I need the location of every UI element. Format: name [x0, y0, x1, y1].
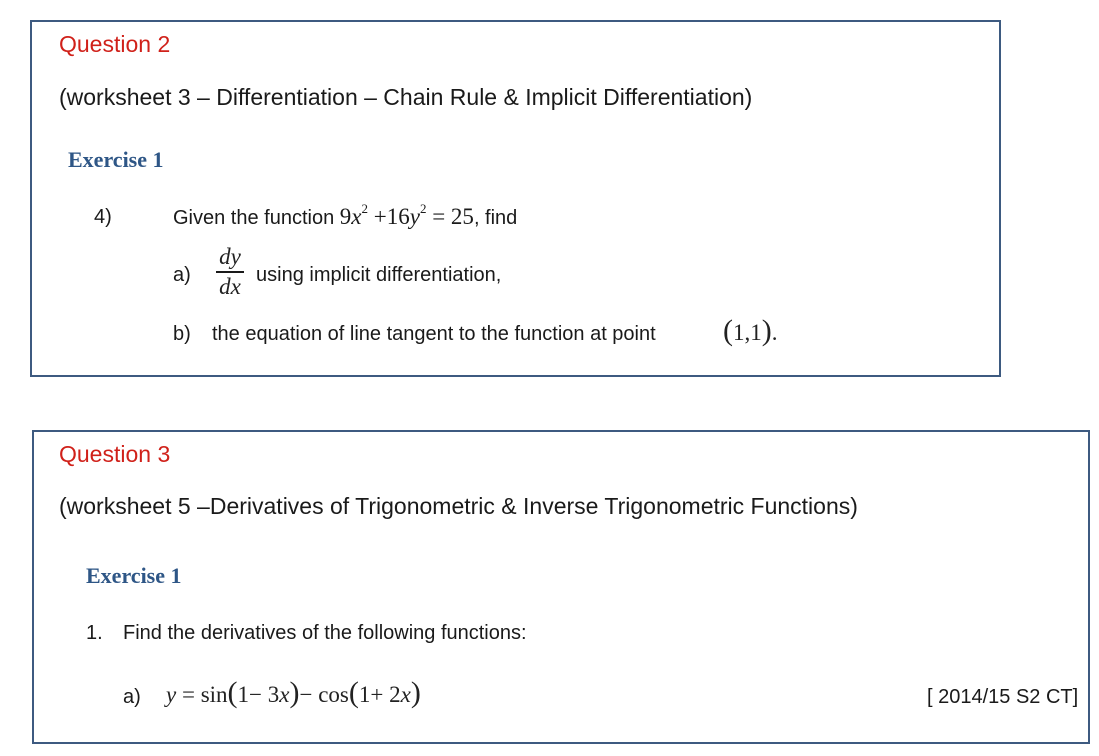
question-3-item-number: 1.	[86, 622, 103, 644]
question-3-instruction: Find the derivatives of the following functions:	[123, 622, 527, 644]
question-3-subtitle: (worksheet 5 –Derivatives of Trigonometric & Inverse Trigonometric Functions)	[59, 493, 858, 519]
fraction-numerator: dy	[219, 244, 241, 269]
question-2-subtitle: (worksheet 3 – Differentiation – Chain Rule & Implicit Differentiation)	[59, 84, 753, 110]
question-2-exercise-heading: Exercise 1	[68, 147, 164, 172]
question-3-part-a-label: a)	[123, 686, 141, 708]
question-2-title: Question 2	[59, 31, 171, 57]
question-2-given-line	[173, 201, 518, 230]
question-2-part-a-text: using implicit differentiation,	[256, 264, 502, 286]
question-2-part-b-text: the equation of line tangent to the function at point	[212, 323, 656, 345]
fraction-bar	[216, 271, 244, 273]
question-2-part-b-label: b)	[173, 323, 191, 345]
tangent-point: (1,1).	[723, 314, 778, 347]
find-text: , find	[473, 207, 518, 229]
given-equation: $9x^2 +16y^2 = 25$	[339, 201, 474, 229]
given-text: Given the function	[173, 207, 335, 229]
fraction-denominator: dx	[219, 273, 241, 299]
trig-equation: y = sin(1− 3x)− cos(1+ 2x)	[166, 676, 421, 709]
question-3-source-tag: [ 2014/15 S2 CT]	[927, 686, 1079, 708]
question-2-item-number: 4)	[94, 206, 112, 228]
dy-dx-fraction	[214, 244, 246, 300]
question-2-part-a-label: a)	[173, 264, 191, 286]
question-3-title: Question 3	[59, 441, 171, 467]
question-3-exercise-heading: Exercise 1	[86, 563, 182, 588]
